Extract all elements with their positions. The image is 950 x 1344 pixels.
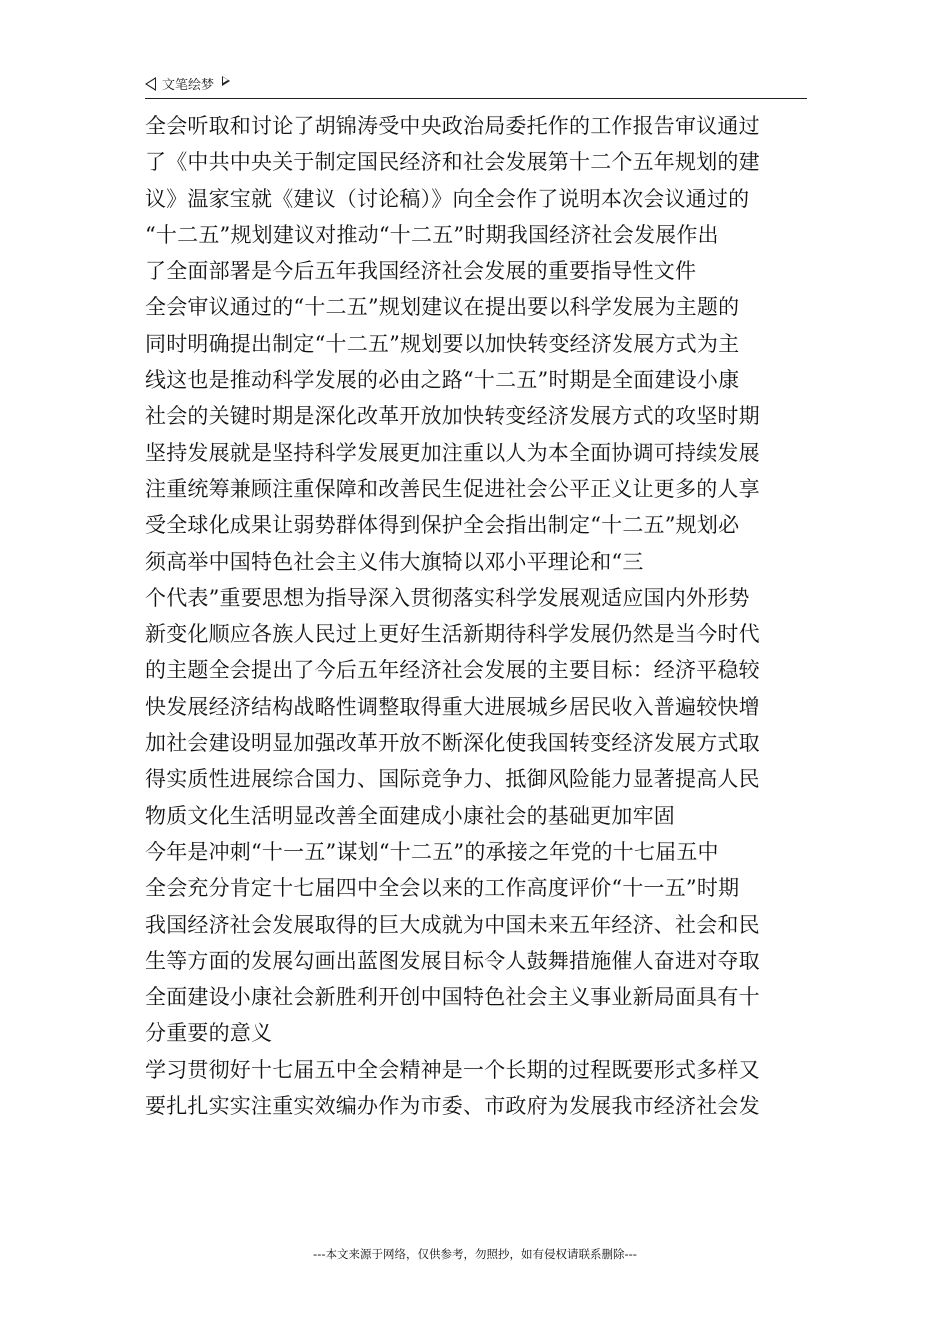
- footer-notice: ---本文来源于网络，仅供参考，勿照抄，如有侵权请联系删除---: [313, 1247, 637, 1261]
- text-line: 的主题全会提出了今后五年经济社会发展的主要目标：经济平稳较: [145, 658, 760, 683]
- header-brand: [145, 74, 230, 93]
- text-line: 全面建设小康社会新胜利开创中国特色社会主义事业新局面具有十: [145, 985, 760, 1010]
- text-line: 学习贯彻好十七届五中全会精神是一个长期的过程既要形式多样又: [145, 1057, 760, 1082]
- text-line: 物质文化生活明显改善全面建成小康社会的基础更加牢固: [145, 803, 675, 828]
- triangle-right-icon: [222, 76, 230, 86]
- text-line: 得实质性进展综合国力、国际竞争力、抵御风险能力显著提高人民: [145, 767, 760, 792]
- text-line: 了《中共中央关于制定国民经济和社会发展第十二个五年规划的建: [145, 150, 760, 175]
- document-body: [145, 108, 810, 1124]
- text-line: 受全球化成果让弱势群体得到保护全会指出制定“十二五”规划必: [145, 513, 740, 538]
- text-line: 我国经济社会发展取得的巨大成就为中国未来五年经济、社会和民: [145, 912, 760, 937]
- text-line: 线这也是推动科学发展的必由之路“十二五”时期是全面建设小康: [145, 368, 740, 393]
- text-line: 全会充分肯定十七届四中全会以来的工作高度评价“十一五”时期: [145, 876, 740, 901]
- text-line: 全会审议通过的“十二五”规划建议在提出要以科学发展为主题的: [145, 295, 740, 320]
- text-line: 须高举中国特色社会主义伟大旗犄以邓小平理论和“三: [145, 549, 644, 574]
- brand-label: 文笔绘梦: [162, 78, 215, 93]
- triangle-left-icon: [145, 77, 156, 91]
- text-line: 要扎扎实实注重实效编办作为市委、市政府为发展我市经济社会发: [145, 1094, 760, 1119]
- text-line: 个代表”重要思想为指导深入贯彻落实科学发展观适应国内外形势: [145, 585, 750, 610]
- text-line: 坚持发展就是坚持科学发展更加注重以人为本全面协调可持续发展: [145, 440, 760, 465]
- page-header: [145, 72, 807, 99]
- text-line: 社会的关键时期是深化改革开放加快转变经济发展方式的攻坚时期: [145, 404, 760, 429]
- text-line: 生等方面的发展勾画出蓝图发展目标令人鼓舞措施催人奋进对夺取: [145, 948, 760, 973]
- text-line: 同时明确提出制定“十二五”规划要以加快转变经济发展方式为主: [145, 331, 740, 356]
- text-line: 快发展经济结构战略性调整取得重大进展城乡居民收入普遍较快增: [145, 694, 760, 719]
- text-line: 议》温家宝就《建议（讨论稿）》向全会作了说明本次会议通过的: [145, 186, 750, 211]
- text-line: 分重要的意义: [145, 1021, 273, 1046]
- text-line: “十二五”规划建议对推动“十二五”时期我国经济社会发展作出: [145, 222, 719, 247]
- text-line: 注重统筹兼顾注重保障和改善民生促进社会公平正义让更多的人享: [145, 476, 760, 501]
- text-line: 了全面部署是今后五年我国经济社会发展的重要指导性文件: [145, 259, 697, 284]
- text-line: 全会听取和讨论了胡锦涛受中央政治局委托作的工作报告审议通过: [145, 114, 760, 138]
- text-line: 加社会建设明显加强改革开放不断深化使我国转变经济发展方式取: [145, 731, 760, 756]
- text-line: 今年是冲刺“十一五”谋划“十二五”的承接之年党的十七届五中: [145, 839, 719, 864]
- text-line: 新变化顺应各族人民过上更好生活新期待科学发展仍然是当今时代: [145, 622, 760, 647]
